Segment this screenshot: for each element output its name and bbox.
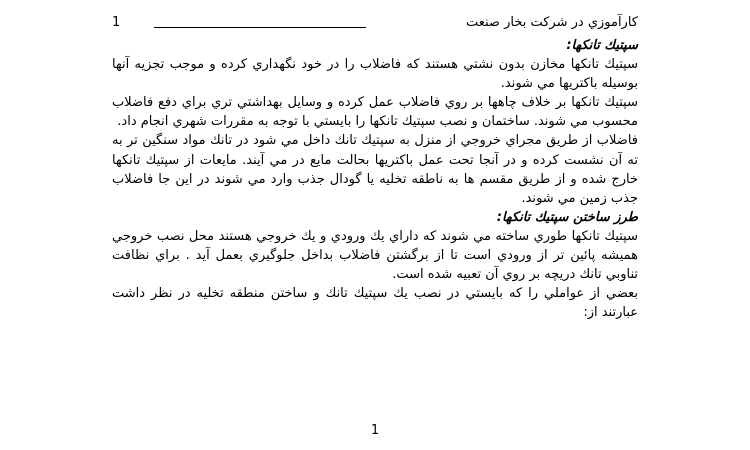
header-rule xyxy=(154,27,366,28)
paragraph: سپتيك تانكها بر خلاف چاهها بر روي فاضلاب عمل كرده و وسايل بهداشتي تري براي دفع فاضلاب محسوب مي شوند. ساختمان و نصب سپتيك تانكها را بايستي با توجه به مقررات شهري انجام داد. xyxy=(112,95,638,130)
paragraph: بعضي از عواملي را كه بايستي در نصب يك سپتيك تانك و ساختن منطقه تخليه در نظر داشت عبارتند از: xyxy=(112,286,638,321)
page-header xyxy=(112,14,638,34)
document-body xyxy=(112,36,638,322)
header-title: کارآموزي در شرکت بخار صنعت xyxy=(465,15,638,30)
paragraph: فاضلاب از طريق مجراي خروجي از منزل به سپتيك تانك داخل مي شود در تانك مواد سنگين تر به ته آن نشست كرده و در آنجا تحت عمل باكتريها بحالت مايع در مي آيند. مايعات از سپتيك تانكها خارج شده و از طريق مقسم ها به ناطقه تخليه يا گودال جذب وارد مي شوند در اين جا فاضلاب جذب زمين مي شوند. xyxy=(112,133,638,206)
footer-page-number: 1 xyxy=(370,423,380,438)
section-heading-construction: طرز ساختن سپتيك تانكها: xyxy=(496,209,638,225)
section-heading-septic-tanks: سپتيك تانكها: xyxy=(566,38,638,53)
paragraph: سپتيك تانكها مخازن بدون نشتي هستند كه فاضلاب را در خود نگهداري كرده و موجب تجزيه آنها بوسيله باكتريها مي شوند. xyxy=(112,57,638,92)
header-page-number: 1 xyxy=(112,15,121,30)
paragraph: سپتيك تانكها طوري ساخته مي شوند كه داراي يك ورودي و يك خروجي هستند محل نصب خروجي هميشه پائين تر از ورودي است تا از برگشتن فاضلاب بداخل جلوگيري بعمل آيد . براي نظافت تناوبي تانك دريچه بر روي آن تعبيه شده است. xyxy=(112,228,638,283)
